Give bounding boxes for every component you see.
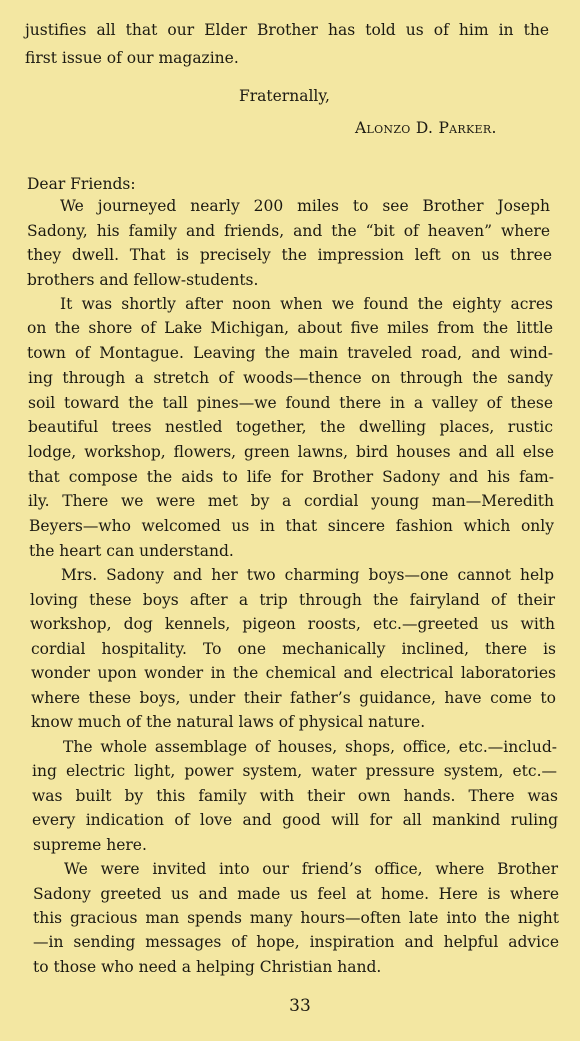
salutation: Dear Friends: — [27, 175, 136, 193]
body-line: soil toward the tall pines—we found there in a valley of these — [28, 394, 553, 412]
body-line: where these boys, under their father’s guidance, have come to — [31, 689, 556, 707]
body-line: ing electric light, power system, water pressure system, etc.— — [32, 762, 557, 780]
body-line: Sadony greeted us and made us feel at home. Here is where — [33, 885, 559, 903]
body-line: they dwell. That is precisely the impression left on us three — [27, 246, 552, 264]
body-line: The whole assemblage of houses, shops, office, etc.—includ- — [63, 738, 557, 756]
body-line: on the shore of Lake Michigan, about five miles from the little — [27, 319, 553, 337]
body-line: to those who need a helping Christian hand. — [33, 958, 382, 976]
body-line: We journeyed nearly 200 miles to see Brother Joseph — [60, 197, 550, 215]
body-line: Beyers—who welcomed us in that sincere fashion which only — [29, 517, 554, 535]
page-number: 33 — [289, 996, 311, 1016]
body-line: workshop, dog kennels, pigeon roosts, etc.—greeted us with — [30, 615, 555, 633]
body-line: loving these boys after a trip through the fairyland of their — [30, 591, 555, 609]
body-line: ing through a stretch of woods—thence on through the sandy — [28, 369, 553, 387]
signature: Alonzo D. Parker. — [355, 119, 497, 137]
body-line: every indication of love and good will for all mankind ruling — [32, 811, 558, 829]
body-line: this gracious man spends many hours—often late into the night — [33, 909, 559, 927]
body-line: the heart can understand. — [29, 542, 234, 560]
body-line: supreme here. — [33, 836, 147, 854]
body-line: was built by this family with their own hands. There was — [32, 787, 558, 805]
body-line: brothers and fellow-students. — [27, 271, 259, 289]
closing-text: Fraternally, — [239, 87, 330, 105]
body-line: cordial hospitality. To one mechanically inclined, there is — [31, 640, 556, 658]
body-line: Sadony, his family and friends, and the “bit of heaven” where — [27, 222, 550, 240]
body-line: ily. There we were met by a cordial young man—Meredith — [28, 492, 554, 510]
intro-line: first issue of our magazine. — [25, 49, 239, 67]
body-line: Mrs. Sadony and her two charming boys—one cannot help — [61, 566, 554, 584]
body-line: It was shortly after noon when we found the eighty acres — [60, 295, 553, 313]
body-line: that compose the aids to life for Brother Sadony and his fam- — [28, 468, 554, 486]
body-line: beautiful trees nestled together, the dwelling places, rustic — [28, 418, 553, 436]
body-line: lodge, workshop, flowers, green lawns, bird houses and all else — [28, 443, 554, 461]
intro-line: justifies all that our Elder Brother has told us of him in the — [25, 21, 549, 39]
body-line: —in sending messages of hope, inspiration and helpful advice — [33, 933, 559, 951]
body-line: wonder upon wonder in the chemical and electrical laboratories — [31, 664, 556, 682]
body-line: know much of the natural laws of physical nature. — [31, 713, 426, 731]
body-line: town of Montague. Leaving the main traveled road, and wind- — [27, 344, 553, 362]
body-line: We were invited into our friend’s office, where Brother — [64, 860, 558, 878]
